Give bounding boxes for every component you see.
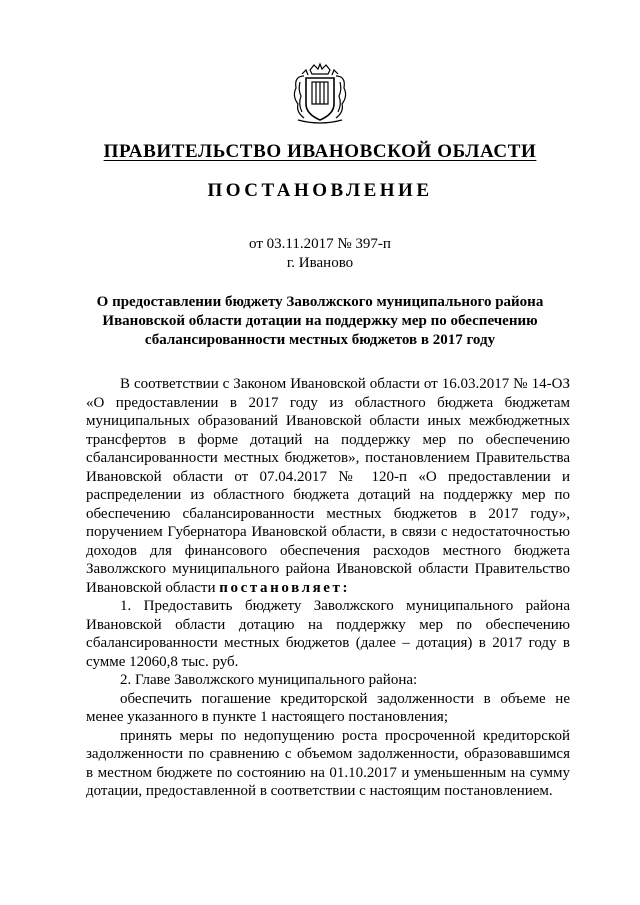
document-date-number: от 03.11.2017 № 397-п [249, 236, 391, 252]
government-title: ПРАВИТЕЛЬСТВО ИВАНОВСКОЙ ОБЛАСТИ [103, 141, 537, 162]
item-2-clause-a: обеспечить погашение кредиторской задолженности в объеме не менее указанного в пункте 1 настоящего постановления; [86, 690, 570, 725]
document-city: г. Иваново [286, 255, 354, 271]
decree-word: постановляет: [219, 579, 351, 596]
document-type: ПОСТАНОВЛЕНИЕ [207, 180, 433, 201]
document-body [86, 375, 570, 801]
document-subject: О предоставлении бюджету Заволжского муниципального района Ивановской области дотации на поддержку мер по обеспечению сбалансированности местных бюджетов в 2017 году [96, 294, 544, 348]
item-1-paragraph: 1. Предоставить бюджету Заволжского муниципального района Ивановской области дотацию на поддержку мер по обеспечению сбалансированности местных бюджетов (далее – дотация) в 2017 году в сумме 12060,8 тыс. руб. [86, 598, 570, 670]
preamble-paragraph [86, 375, 570, 597]
item-2-clause-b: принять меры по недопущению роста просроченной кредиторской задолженности по сравнению с объемом задолженности, образовавшимся в местном бюджете по состоянию на 01.10.2017 и уменьшенным на сумму дотации, предоставленной в соответствии с настоящим постановлением. [86, 727, 570, 799]
preamble-text: В соответствии с Законом Ивановской области от 16.03.2017 № 14-ОЗ «О предоставлении в 2017 году из областного бюджета бюджетам муниципальных образований Ивановской области иных межбюджетных трансфертов в форме дотаций на поддержку мер по обеспечению сбалансированности местных бюджетов», постановлением Правительства Ивановской области от 07.04.2017 № 120-п «О предоставлении и распределении из областного бюджета дотаций на поддержку мер по обеспечению сбалансированности местных бюджетов в 2017 году», поручением Губернатора Ивановской области, в связи с недостаточностью доходов для финансового обеспечения расходов местного бюджета Заволжского муниципального района Ивановской области Правительство Ивановской области [86, 376, 570, 596]
coat-of-arms-icon [288, 62, 352, 126]
item-2-heading: 2. Главе Заволжского муниципального района: [120, 672, 418, 688]
